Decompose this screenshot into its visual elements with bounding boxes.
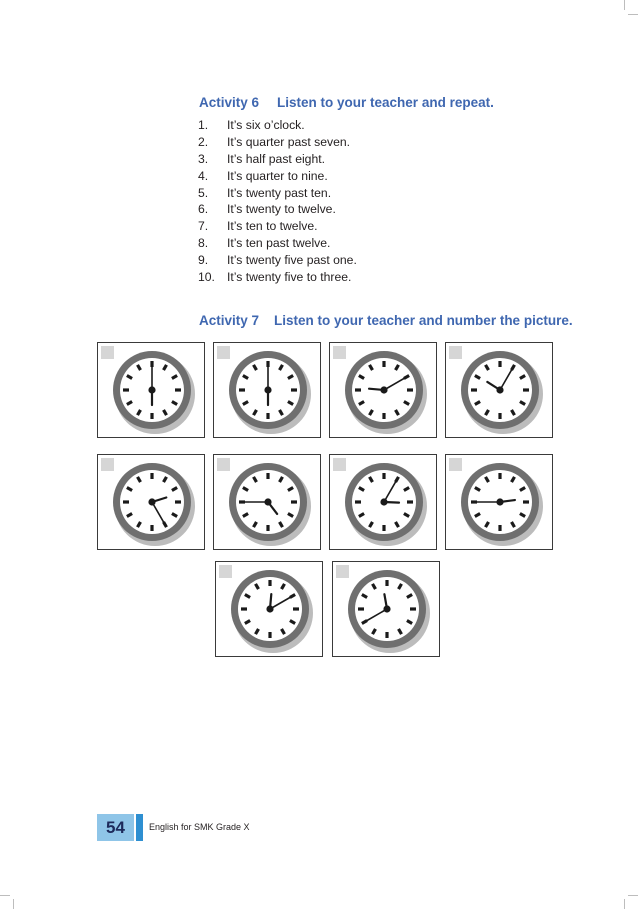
crop-mark <box>0 895 10 896</box>
activity-7-instruction: Listen to your teacher and number the picture. <box>274 313 573 328</box>
list-item <box>198 269 357 286</box>
number-answer-box[interactable] <box>336 565 349 578</box>
item-text: It’s twenty five to three. <box>227 270 352 285</box>
item-text: It’s quarter past seven. <box>227 134 351 149</box>
item-text: It’s ten to twelve. <box>227 219 318 234</box>
clock-picture-7 <box>329 454 437 550</box>
clock-icon <box>330 455 438 551</box>
list-item <box>198 201 357 218</box>
clock-picture-10 <box>332 561 440 657</box>
clock-picture-1 <box>97 342 205 438</box>
clock-icon <box>446 343 554 439</box>
clock-icon <box>333 562 441 658</box>
clock-icon <box>98 455 206 551</box>
clock-picture-4 <box>445 342 553 438</box>
list-item <box>198 218 357 235</box>
clock-center <box>264 386 271 393</box>
item-number: 10. <box>198 270 215 285</box>
activity-6-instruction: Listen to your teacher and repeat. <box>277 95 494 110</box>
item-text: It’s half past eight. <box>227 151 326 166</box>
clock-icon <box>214 343 322 439</box>
number-answer-box[interactable] <box>217 458 230 471</box>
clock-picture-8 <box>445 454 553 550</box>
item-number: 7. <box>198 219 209 234</box>
clock-center <box>380 498 387 505</box>
item-number: 9. <box>198 253 209 268</box>
item-text: It’s twenty five past one. <box>227 253 357 268</box>
crop-mark <box>624 899 625 909</box>
item-number: 2. <box>198 134 209 149</box>
clock-center <box>266 605 273 612</box>
number-answer-box[interactable] <box>219 565 232 578</box>
activity-6-heading <box>199 95 494 110</box>
clock-picture-6 <box>213 454 321 550</box>
list-item <box>198 185 357 202</box>
activity-6-label: Activity 6 <box>199 95 260 110</box>
list-item <box>198 151 357 168</box>
sentence-list <box>198 117 357 286</box>
page-number-accent-bar <box>136 814 143 841</box>
clock-center <box>380 386 387 393</box>
clock-icon <box>216 562 324 658</box>
clock-icon <box>98 343 206 439</box>
item-text: It’s six o’clock. <box>227 118 305 132</box>
list-item <box>198 134 357 151</box>
list-item <box>198 117 357 134</box>
clock-picture-2 <box>213 342 321 438</box>
crop-mark <box>628 895 638 896</box>
item-text: It’s ten past twelve. <box>227 236 331 251</box>
item-number: 3. <box>198 151 209 166</box>
list-item <box>198 252 357 269</box>
number-answer-box[interactable] <box>449 346 462 359</box>
item-number: 5. <box>198 185 209 200</box>
number-answer-box[interactable] <box>101 458 114 471</box>
number-answer-box[interactable] <box>101 346 114 359</box>
number-answer-box[interactable] <box>333 458 346 471</box>
list-item <box>198 235 357 252</box>
number-answer-box[interactable] <box>449 458 462 471</box>
item-number: 8. <box>198 236 209 251</box>
clock-center <box>264 498 271 505</box>
item-text: It’s twenty past ten. <box>227 185 332 200</box>
item-number: 1. <box>198 118 209 132</box>
item-text: It’s quarter to nine. <box>227 168 328 183</box>
item-number: 6. <box>198 202 209 217</box>
page-number: 54 <box>97 814 134 841</box>
clock-icon <box>330 343 438 439</box>
clock-center <box>496 386 503 393</box>
book-title: English for SMK Grade X <box>149 822 250 832</box>
clock-picture-9 <box>215 561 323 657</box>
clock-picture-3 <box>329 342 437 438</box>
item-number: 4. <box>198 168 209 183</box>
item-text: It’s twenty to twelve. <box>227 202 336 217</box>
activity-7-label: Activity 7 <box>199 313 260 328</box>
crop-mark <box>628 14 638 15</box>
clock-center <box>383 605 390 612</box>
number-answer-box[interactable] <box>217 346 230 359</box>
crop-mark <box>624 0 625 10</box>
clock-center <box>148 386 155 393</box>
activity-7-heading <box>199 313 573 328</box>
clock-icon <box>446 455 554 551</box>
list-item <box>198 168 357 185</box>
crop-mark <box>13 899 14 909</box>
clock-icon <box>214 455 322 551</box>
clock-picture-5 <box>97 454 205 550</box>
number-answer-box[interactable] <box>333 346 346 359</box>
clock-center <box>496 498 503 505</box>
clock-center <box>148 498 155 505</box>
